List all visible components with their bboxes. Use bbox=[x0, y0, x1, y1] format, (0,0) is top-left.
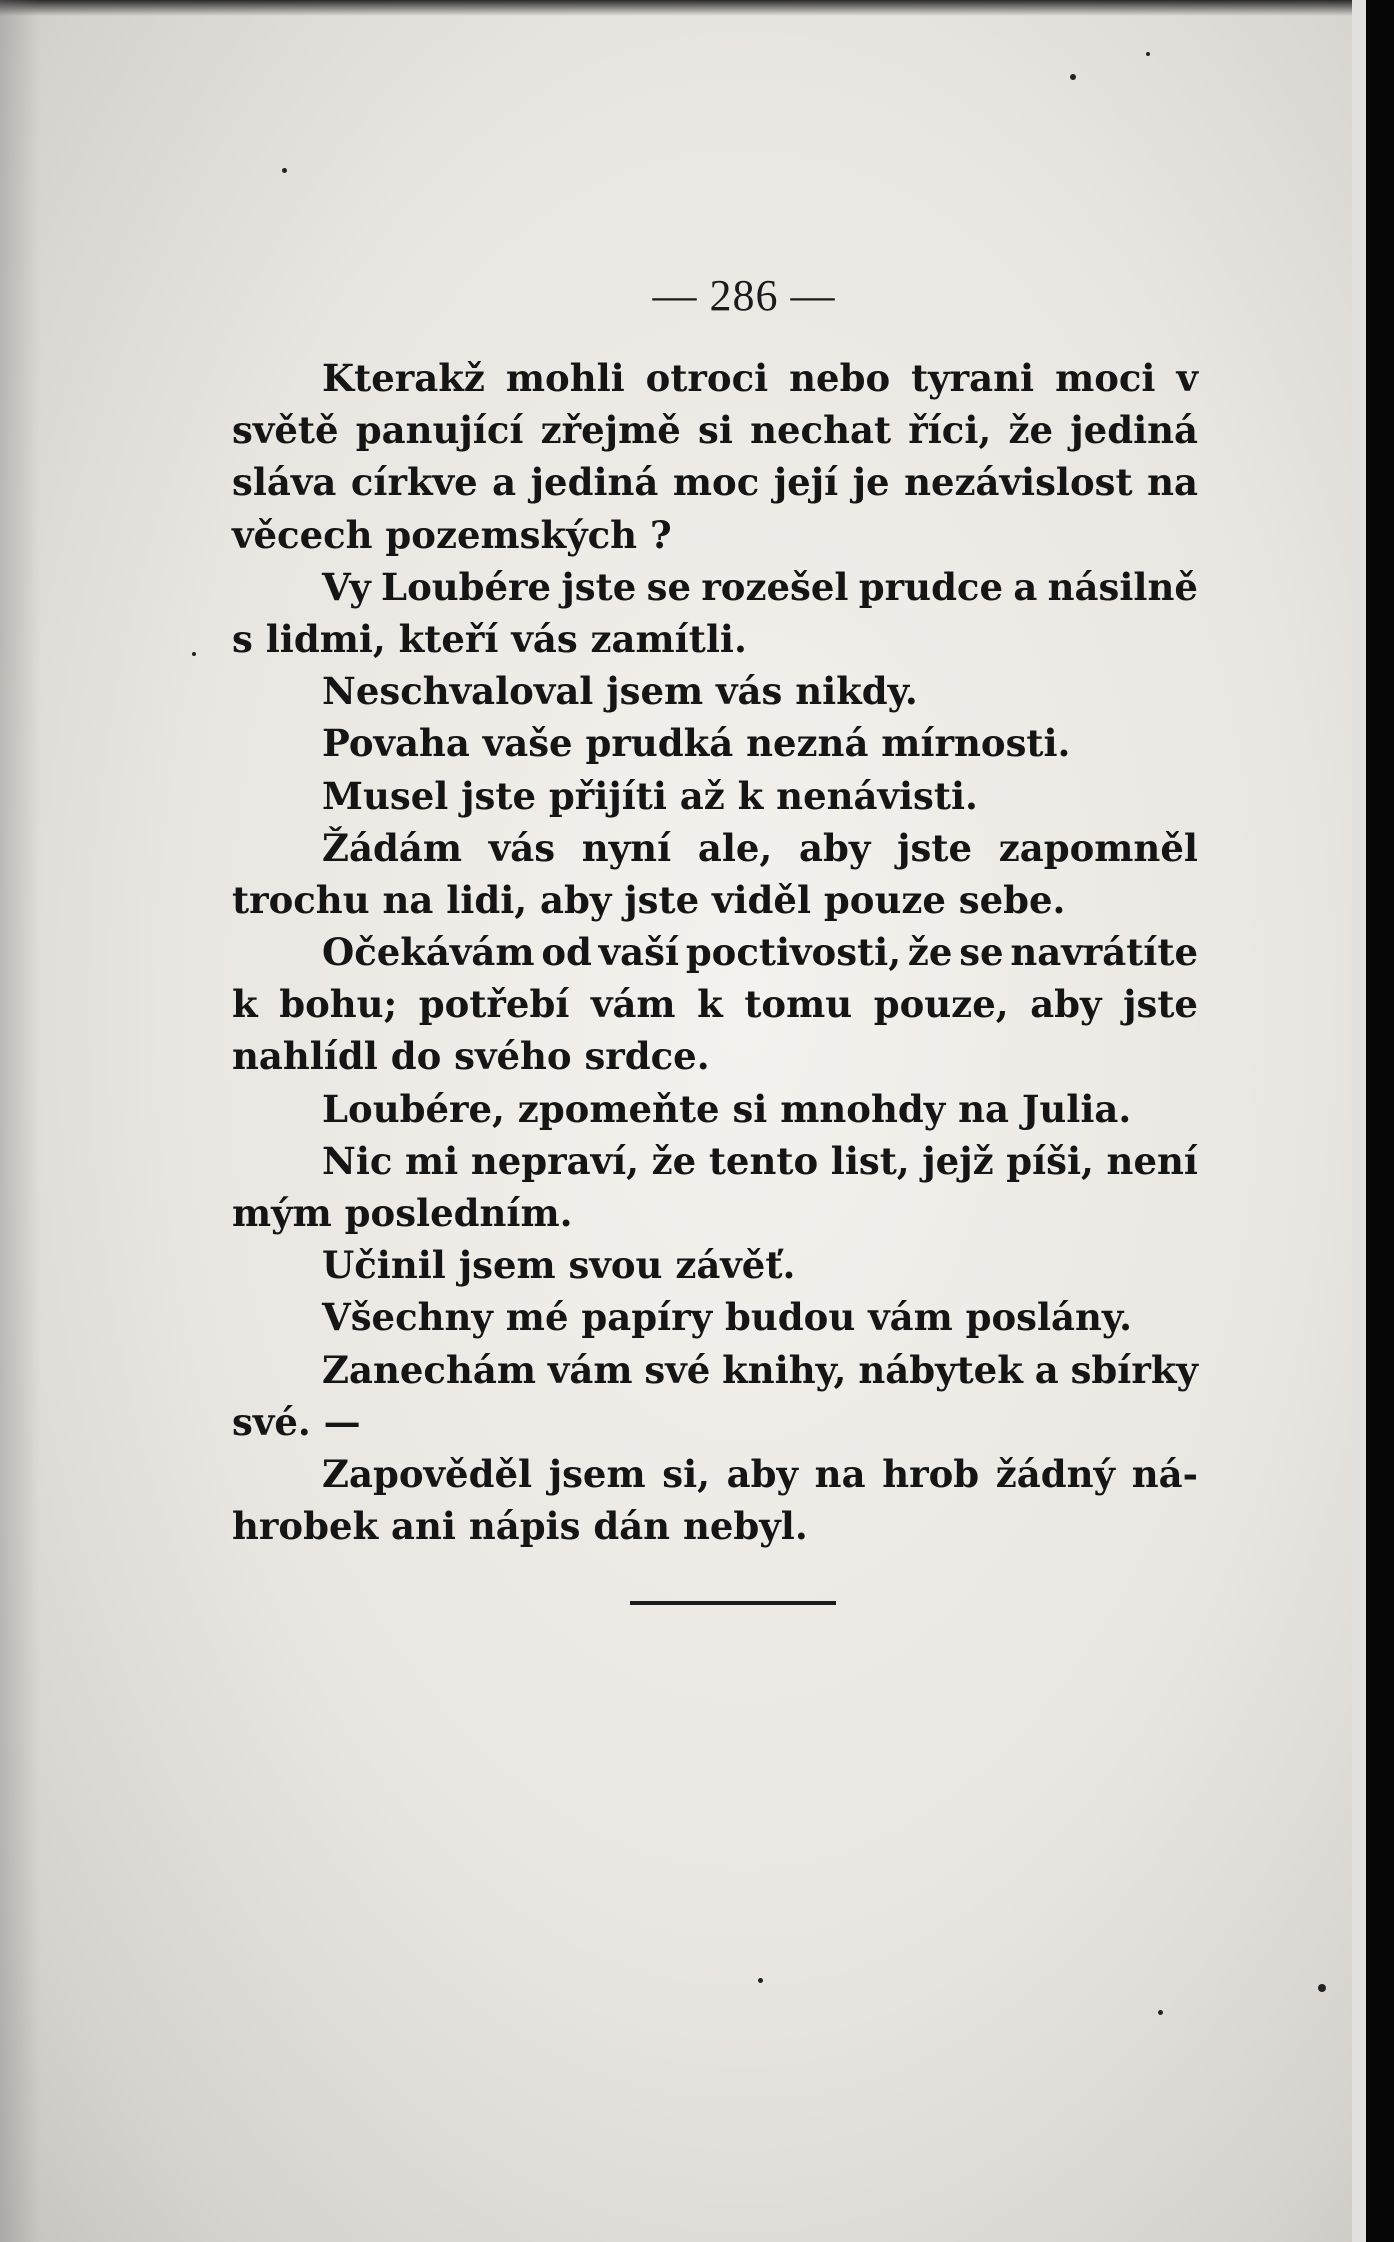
word: jsem bbox=[548, 1451, 646, 1496]
word: a bbox=[492, 460, 517, 505]
line-text: Všechny mé papíry budou vám poslány. bbox=[322, 1295, 1133, 1340]
word: nyní bbox=[581, 825, 672, 870]
text-line bbox=[232, 1448, 1198, 1500]
word: k bbox=[232, 982, 258, 1027]
word: a bbox=[1034, 1347, 1059, 1392]
word: není bbox=[1106, 1138, 1198, 1183]
text-line bbox=[232, 717, 1198, 769]
word: její bbox=[773, 460, 839, 505]
word: píši, bbox=[1006, 1138, 1094, 1183]
line-text: nahlídl do svého srdce. bbox=[232, 1034, 710, 1079]
word: jejž bbox=[922, 1138, 994, 1183]
word: aby bbox=[726, 1451, 799, 1496]
word: Vy bbox=[322, 564, 371, 609]
page-number: — 286 — bbox=[652, 271, 836, 320]
line-text: věcech pozemských ? bbox=[232, 512, 672, 557]
word: vás bbox=[488, 825, 556, 870]
word: vaší bbox=[598, 930, 680, 975]
text-line bbox=[232, 926, 1198, 978]
word: v bbox=[1176, 356, 1198, 400]
word: mohli bbox=[505, 356, 625, 400]
text-line bbox=[232, 1396, 1198, 1448]
word: ná- bbox=[1131, 1451, 1198, 1496]
word: list, bbox=[830, 1138, 910, 1183]
word: a bbox=[1013, 564, 1038, 609]
word: tomu bbox=[744, 982, 853, 1027]
text-line bbox=[232, 822, 1198, 874]
word: od bbox=[541, 930, 592, 975]
line-text: Neschvaloval jsem vás nikdy. bbox=[322, 669, 918, 714]
text-line bbox=[232, 1135, 1198, 1187]
word: knihy, bbox=[722, 1347, 847, 1392]
line-text: Povaha vaše prudká nezná mírnosti. bbox=[322, 721, 1071, 766]
line-text: hrobek ani nápis dán nebyl. bbox=[232, 1504, 808, 1549]
text-line bbox=[232, 874, 1198, 926]
text-line bbox=[232, 404, 1198, 456]
word: Zanechám bbox=[322, 1347, 536, 1392]
line-text: Musel jste přijíti až k nenávisti. bbox=[322, 773, 978, 818]
word: světě bbox=[232, 408, 339, 453]
word: prudce bbox=[858, 564, 1004, 609]
word: že bbox=[1008, 408, 1054, 453]
word: Loubére bbox=[381, 564, 552, 609]
word: jste bbox=[897, 825, 972, 870]
speck bbox=[1146, 52, 1150, 56]
word: aby bbox=[799, 825, 871, 870]
word: je bbox=[852, 460, 890, 505]
line-text: s lidmi, kteří vás zamítli. bbox=[232, 616, 747, 661]
word: tento bbox=[708, 1138, 819, 1183]
text-line bbox=[232, 561, 1198, 613]
word: se bbox=[646, 564, 691, 609]
text-line bbox=[232, 1291, 1198, 1343]
line-text: mým posledním. bbox=[232, 1191, 573, 1235]
line-text: Učinil jsem svou závěť. bbox=[322, 1243, 796, 1288]
line-text: své. — bbox=[232, 1399, 361, 1444]
word: rozešel bbox=[701, 564, 849, 609]
word: že bbox=[651, 1138, 697, 1183]
word: se bbox=[959, 930, 1004, 975]
word: si bbox=[697, 408, 733, 453]
closing-rule bbox=[630, 1601, 836, 1605]
line-text: trochu na lidi, aby jste viděl pouze sebe. bbox=[232, 877, 1066, 922]
text-line bbox=[232, 613, 1198, 665]
text-line bbox=[232, 665, 1198, 717]
word: nezávislost bbox=[904, 460, 1133, 505]
word: ale, bbox=[697, 825, 773, 870]
text-line bbox=[232, 978, 1198, 1030]
text-line bbox=[232, 1239, 1198, 1291]
text-line bbox=[232, 1083, 1198, 1135]
word: jste bbox=[1123, 982, 1198, 1027]
word: pouze, bbox=[873, 982, 1009, 1027]
word: navrátíte bbox=[1010, 930, 1198, 975]
speck bbox=[1070, 74, 1076, 80]
word: sláva bbox=[232, 460, 337, 505]
word: jste bbox=[561, 564, 637, 609]
word: na bbox=[1147, 460, 1198, 505]
text-line bbox=[232, 352, 1198, 404]
word: tyrani bbox=[911, 356, 1035, 400]
scan-edge bbox=[1366, 0, 1394, 2242]
word: zřejmě bbox=[540, 408, 681, 453]
word: vám bbox=[590, 982, 676, 1027]
word: Očekávám bbox=[322, 930, 535, 975]
word: hrob bbox=[882, 1451, 980, 1496]
word: mi bbox=[405, 1138, 459, 1183]
text-line bbox=[232, 1500, 1198, 1552]
word: bohu; bbox=[279, 982, 398, 1027]
speck bbox=[1318, 1984, 1326, 1992]
word: sbírky bbox=[1070, 1347, 1198, 1392]
word: říci, bbox=[908, 408, 992, 453]
text-line bbox=[232, 1187, 1198, 1239]
text-line bbox=[232, 456, 1198, 508]
word: jediná bbox=[1070, 408, 1198, 453]
text-line bbox=[232, 1344, 1198, 1396]
word: vám bbox=[547, 1347, 633, 1392]
word: nepraví, bbox=[470, 1138, 640, 1183]
speck bbox=[758, 1978, 763, 1983]
word: své bbox=[644, 1347, 711, 1392]
speck bbox=[1158, 2010, 1163, 2015]
word: zapomněl bbox=[998, 825, 1198, 870]
word: Zapověděl bbox=[322, 1451, 533, 1496]
text-line bbox=[232, 770, 1198, 822]
body-text bbox=[232, 352, 1198, 1552]
word: panující bbox=[355, 408, 524, 453]
word: Nic bbox=[322, 1138, 393, 1183]
word: žádný bbox=[995, 1451, 1116, 1496]
text-line bbox=[232, 509, 1198, 561]
text-line bbox=[232, 1030, 1198, 1082]
word: aby bbox=[1030, 982, 1102, 1027]
word: na bbox=[814, 1451, 866, 1496]
word: otroci bbox=[645, 356, 769, 400]
word: nebo bbox=[789, 356, 891, 400]
word: poctivosti, bbox=[685, 930, 902, 975]
word: Žádám bbox=[322, 825, 462, 870]
word: k bbox=[697, 982, 723, 1027]
word: církve bbox=[350, 460, 478, 505]
word: moci bbox=[1055, 356, 1156, 400]
speck bbox=[192, 652, 196, 656]
speck bbox=[282, 168, 287, 173]
word: násilně bbox=[1047, 564, 1198, 609]
word: potřebí bbox=[418, 982, 570, 1027]
word: nábytek bbox=[858, 1347, 1023, 1392]
word: nechat bbox=[750, 408, 892, 453]
word: moc bbox=[672, 460, 760, 505]
page-gutter bbox=[1352, 0, 1366, 2242]
word: že bbox=[907, 930, 953, 975]
word: Kterakž bbox=[322, 356, 485, 400]
line-text: Loubére, zpomeňte si mnohdy na Julia. bbox=[322, 1086, 1132, 1131]
word: si, bbox=[662, 1451, 711, 1496]
word: jediná bbox=[530, 460, 659, 505]
